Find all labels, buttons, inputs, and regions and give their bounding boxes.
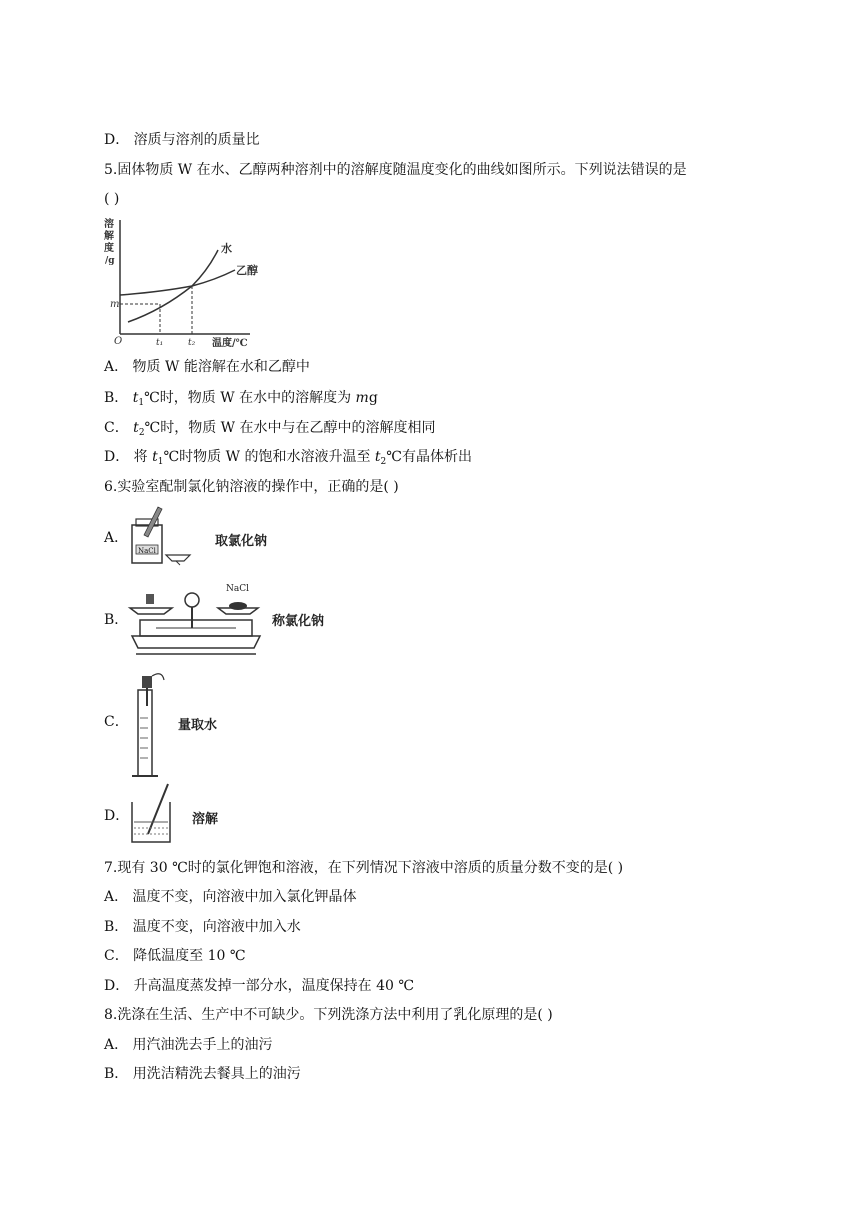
q6-d-caption: 溶解 [192,812,219,827]
q6-c-caption: 量取水 [178,718,218,733]
q8-option-a: A． 用汽油洗去手上的油污 [104,1037,273,1053]
x-label: 温度/℃ [212,338,248,349]
y-label-2: 解 [104,231,114,242]
q7-option-d: D． 升高温度蒸发掉一部分水，温度保持在 40 ℃ [104,978,415,994]
q6-stem: 6.实验室配制氯化钠溶液的操作中，正确的是( ) [104,479,399,495]
q5-option-c: C． $t_2℃$时，物质 W 在水中与在乙醇中的溶解度相同 [104,420,436,438]
t1-label: t₁ [156,338,164,348]
q6-b-caption: 称氯化钠 [272,614,325,629]
q5-option-d: D． 将 $t_1℃$时物质 W 的饱和水溶液升温至 $t_2℃$有晶体析出 [104,449,472,467]
q5-stem: 5.固体物质 W 在水、乙醇两种溶剂中的溶解度随温度变化的曲线如图所示。下列说法错误的是 [104,162,687,178]
q6-option-c-letter: C． [104,714,129,730]
q8-option-b: B． 用洗洁精洗去餐具上的油污 [104,1066,301,1082]
q7-option-a: A． 温度不变，向溶液中加入氯化钾晶体 [104,889,357,905]
q6-option-a-letter: A． [104,530,129,546]
take-nacl-figure [128,505,198,567]
water-label: 水 [221,242,232,255]
q8-stem: 8.洗涤在生活、生产中不可缺少。下列洗涤方法中利用了乳化原理的是( ) [104,1007,553,1023]
q6-a-caption: 取氯化钠 [215,534,268,549]
q6-option-b-letter: B． [104,612,129,628]
q5-option-a: A． 物质 W 能溶解在水和乙醇中 [104,359,310,375]
measure-water-figure [126,668,174,782]
weigh-nacl-figure [126,578,262,658]
y-label-4: /g [105,256,115,266]
y-label-1: 溶 [104,219,114,230]
m-label: m [110,299,120,310]
solubility-graph [100,212,290,350]
y-label-3: 度 [104,243,114,254]
q4-option-d: D． 溶质与溶剂的质量比 [104,132,260,148]
ethanol-curve [120,270,235,295]
dissolve-figure [126,780,182,848]
q5-option-b: B． $t_1℃$时，物质 W 在水中的溶解度为 mg [104,390,378,408]
water-curve [128,250,218,322]
q5-paren: ( ) [104,191,120,207]
origin-label: O [114,336,123,347]
q7-stem: 7.现有 30 ℃时的氯化钾饱和溶液，在下列情况下溶液中溶质的质量分数不变的是( ) [104,860,624,876]
nacl-pan-label: NaCl [226,584,250,594]
q7-option-b: B． 温度不变，向溶液中加入水 [104,919,301,935]
q6-option-d-letter: D． [104,808,130,824]
t2-label: t₂ [188,338,196,348]
ethanol-label: 乙醇 [236,264,258,277]
nacl-jar-label: NaCl [138,547,156,555]
q7-option-c: C． 降低温度至 10 ℃ [104,948,246,964]
